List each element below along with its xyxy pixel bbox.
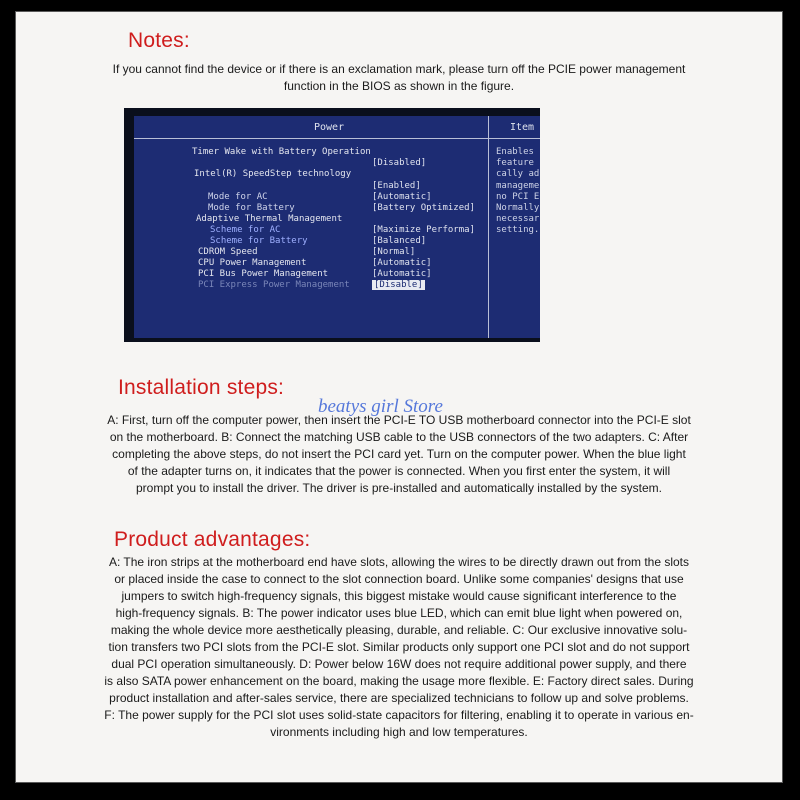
advantages-line: is also SATA power enhancement on the board, making the usage more flexible. E: Factory direct sales. During — [104, 674, 694, 688]
installation-line: completing the above steps, do not insert the PCI card yet. Turn on the computer power. When the blue light — [112, 447, 686, 461]
bios-option: Scheme for AC — [210, 225, 281, 235]
advantages-line: vironments including high and low temperatures. — [270, 725, 528, 739]
bios-option: PCI Bus Power Management — [198, 269, 329, 279]
bios-option-highlighted: PCI Express Power Management — [198, 280, 350, 290]
bios-title: Power — [314, 122, 345, 133]
bios-value: [Automatic] — [372, 258, 432, 268]
bios-value: [Balanced] — [372, 236, 427, 246]
notes-line: If you cannot find the device or if there is an exclamation mark, please turn off the PCIE power management — [112, 62, 686, 76]
bios-value: [Enabled] — [372, 181, 421, 191]
notes-text — [16, 61, 782, 95]
bios-help-line: feature — [496, 158, 534, 168]
bios-help-line: Enables — [496, 147, 534, 157]
installation-heading: Installation steps: — [118, 376, 285, 399]
advantages-line: product installation and after-sales service, there are specialized technicians to follow up and solve problems. — [109, 691, 689, 705]
notes-line: function in the BIOS as shown in the figure. — [283, 79, 515, 93]
bios-help-line: manageme — [496, 181, 540, 191]
bios-help-title: Item — [510, 122, 535, 133]
advantages-line: dual PCI operation simultaneously. D: Power below 16W does not require additional power supply, and there — [111, 657, 687, 671]
bios-divider — [488, 116, 489, 138]
advantages-line: tion transfers two PCI slots from the PCI-E slot. Similar products only support one PCI slot and do not support — [108, 640, 690, 654]
advantages-line: high-frequency signals. B: The power indicator uses blue LED, which can emit blue light when powered on, — [115, 606, 683, 620]
bios-option: Mode for AC — [208, 192, 268, 202]
advantages-line: jumpers to switch high-frequency signals, this biggest mistake would cause significant interference to the — [121, 589, 677, 603]
bios-value: [Disabled] — [372, 158, 427, 168]
bios-value: [Automatic] — [372, 269, 432, 279]
bios-help-line: cally ad — [496, 169, 540, 179]
installation-line: prompt you to install the driver. The driver is pre-installed and automatically installed by the system. — [135, 481, 663, 495]
bios-help-line: Normally — [496, 203, 540, 213]
bios-value: [Normal] — [372, 247, 416, 257]
installation-line: on the motherboard. B: Connect the matching USB cable to the USB connectors of the two adapters. C: After — [109, 430, 689, 444]
bios-value: [Battery Optimized] — [372, 203, 475, 213]
bios-screenshot — [124, 108, 540, 342]
advantages-text — [16, 554, 782, 741]
installation-line: A: First, turn off the computer power, then insert the PCI-E TO USB motherboard connector into the PCI-E slot — [107, 413, 691, 427]
advantages-heading: Product advantages: — [114, 528, 311, 551]
bios-option: Mode for Battery — [208, 203, 295, 213]
installation-text — [16, 412, 782, 497]
bios-value: [Maximize Performa] — [372, 225, 475, 235]
bios-option: CPU Power Management — [198, 258, 307, 268]
advantages-line: F: The power supply for the PCI slot uses solid-state capacitors for filtering, enabling it to operate in various en- — [104, 708, 694, 722]
bios-help-line: no PCI E — [496, 192, 540, 202]
notes-heading: Notes: — [128, 29, 190, 52]
bios-power-screen — [134, 116, 540, 338]
bios-option: Scheme for Battery — [210, 236, 308, 246]
bios-help-line: necessar — [496, 214, 540, 224]
bios-value-selected — [372, 280, 425, 290]
advantages-line: A: The iron strips at the motherboard end have slots, allowing the wires to be directly drawn out from the slots — [108, 555, 690, 569]
bios-divider — [488, 138, 489, 338]
bios-option: Intel(R) SpeedStep technology — [194, 169, 352, 179]
bios-selected-value: [Disable] — [374, 280, 423, 290]
bios-help-line: setting. — [496, 225, 540, 235]
bios-option: Timer Wake with Battery Operation — [192, 147, 371, 157]
bios-option: CDROM Speed — [198, 247, 258, 257]
installation-line: of the adapter turns on, it indicates that the power is connected. When you first enter the system, it will — [127, 464, 671, 478]
bios-value: [Automatic] — [372, 192, 432, 202]
bios-option: Adaptive Thermal Management — [196, 214, 343, 224]
store-watermark: beatys girl Store — [318, 396, 443, 417]
advantages-line: making the whole device more aesthetically pleasing, durable, and reliable. C: Our exclusive innovative solu- — [110, 623, 688, 637]
advantages-line: or placed inside the case to connect to the slot connection board. Unlike some companies' designs that use — [114, 572, 684, 586]
